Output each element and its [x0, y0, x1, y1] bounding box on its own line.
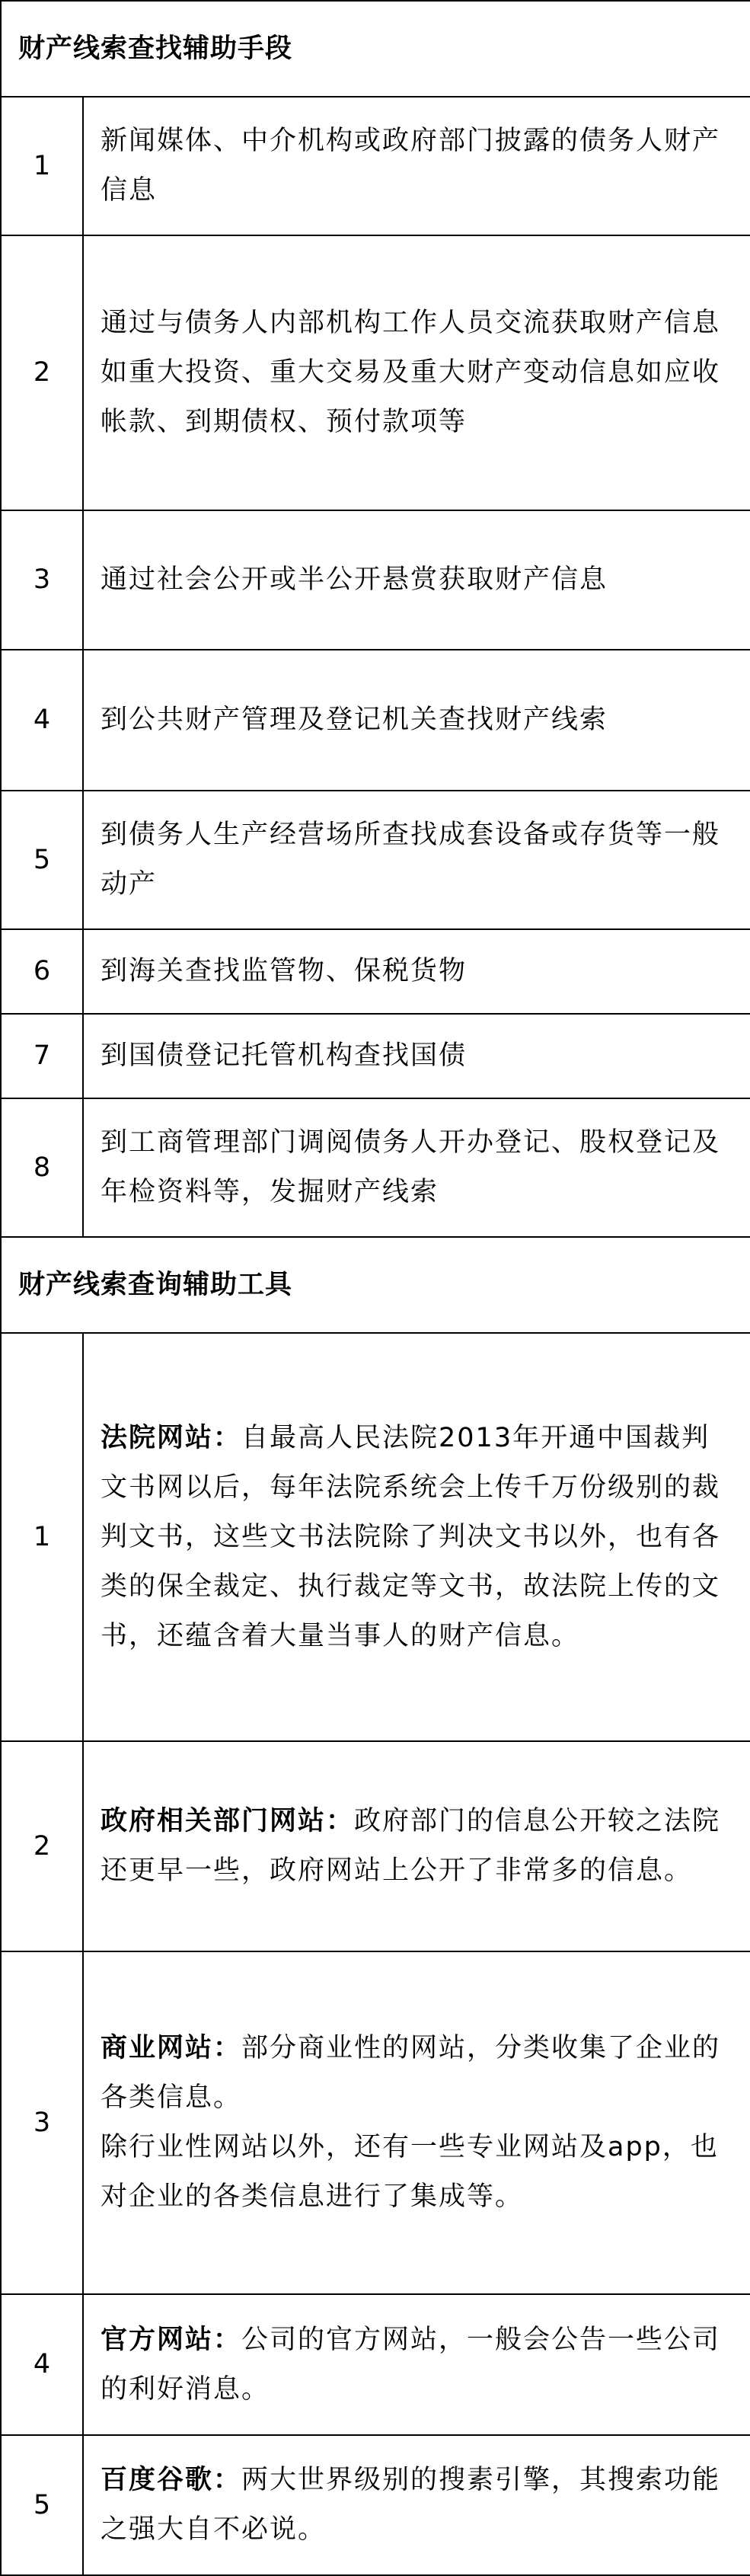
tool-label: 政府相关部门网站： — [101, 1806, 355, 1836]
row-number: 3 — [1, 1951, 83, 2294]
row-number: 5 — [1, 791, 83, 929]
table-row — [1, 791, 750, 929]
tool-label: 法院网站： — [101, 1422, 242, 1453]
table-row — [1, 929, 750, 1014]
row-text — [83, 1951, 750, 2294]
table-row — [1, 1951, 750, 2294]
row-number: 2 — [1, 1741, 83, 1951]
table-row — [1, 2294, 750, 2435]
section-header-row — [1, 1237, 750, 1333]
row-number: 2 — [1, 235, 83, 510]
table-row — [1, 1333, 750, 1741]
tool-label: 官方网站： — [101, 2324, 242, 2355]
tool-paragraph — [101, 2024, 730, 2123]
row-number: 5 — [1, 2435, 83, 2575]
table-row — [1, 97, 750, 235]
table-row — [1, 510, 750, 650]
row-text — [83, 1333, 750, 1741]
row-text: 新闻媒体、中介机构或政府部门披露的债务人财产信息 — [83, 97, 750, 235]
tool-description: 自最高人民法院2013年开通中国裁判文书网以后，每年法院系统会上传千万份级别的裁判文书，这些文书法院除了判决文书以外，也有各类的保全裁定、执行裁定等文书，故法院上传的文书，还蕴含着大量当事人的财产信息。 — [101, 1422, 721, 1651]
tool-description: 两大世界级别的搜素引擎，其搜索功能之强大自不必说。 — [101, 2465, 721, 2545]
row-text — [83, 1741, 750, 1951]
row-number: 6 — [1, 929, 83, 1014]
table-row — [1, 2435, 750, 2575]
row-number: 1 — [1, 1333, 83, 1741]
row-text: 到海关查找监管物、保税货物 — [83, 929, 750, 1014]
table-row — [1, 650, 750, 791]
tool-label: 商业网站： — [101, 2033, 242, 2063]
row-number: 3 — [1, 510, 83, 650]
row-text: 到工商管理部门调阅债务人开办登记、股权登记及年检资料等，发掘财产线索 — [83, 1098, 750, 1237]
row-text: 到国债登记托管机构查找国债 — [83, 1014, 750, 1098]
row-text: 到债务人生产经营场所查找成套设备或存货等一般动产 — [83, 791, 750, 929]
row-number: 7 — [1, 1014, 83, 1098]
section-title-search-means: 财产线索查找辅助手段 — [1, 1, 750, 97]
tool-description: 部分商业性的网站，分类收集了企业的各类信息。 — [101, 2033, 721, 2113]
row-number: 1 — [1, 97, 83, 235]
row-number: 8 — [1, 1098, 83, 1237]
row-text — [83, 2294, 750, 2435]
table-row — [1, 1014, 750, 1098]
tool-label: 百度谷歌： — [101, 2465, 242, 2495]
section-header-row — [1, 1, 750, 97]
row-text: 通过与债务人内部机构工作人员交流获取财产信息如重大投资、重大交易及重大财产变动信息如应收帐款、到期债权、预付款项等 — [83, 235, 750, 510]
row-number: 4 — [1, 2294, 83, 2435]
row-text: 通过社会公开或半公开悬赏获取财产信息 — [83, 510, 750, 650]
table-row — [1, 235, 750, 510]
section-title-query-tools: 财产线索查询辅助工具 — [1, 1237, 750, 1333]
tool-description-extra: 除行业性网站以外，还有一些专业网站及app，也对企业的各类信息进行了集成等。 — [101, 2132, 719, 2212]
tool-description: 政府部门的信息公开较之法院还更早一些，政府网站上公开了非常多的信息。 — [101, 1806, 721, 1886]
row-text — [83, 2435, 750, 2575]
row-number: 4 — [1, 650, 83, 791]
row-text: 到公共财产管理及登记机关查找财产线索 — [83, 650, 750, 791]
table-row — [1, 1098, 750, 1237]
table-row — [1, 1741, 750, 1951]
tool-description: 公司的官方网站，一般会公告一些公司的利好消息。 — [101, 2324, 721, 2405]
